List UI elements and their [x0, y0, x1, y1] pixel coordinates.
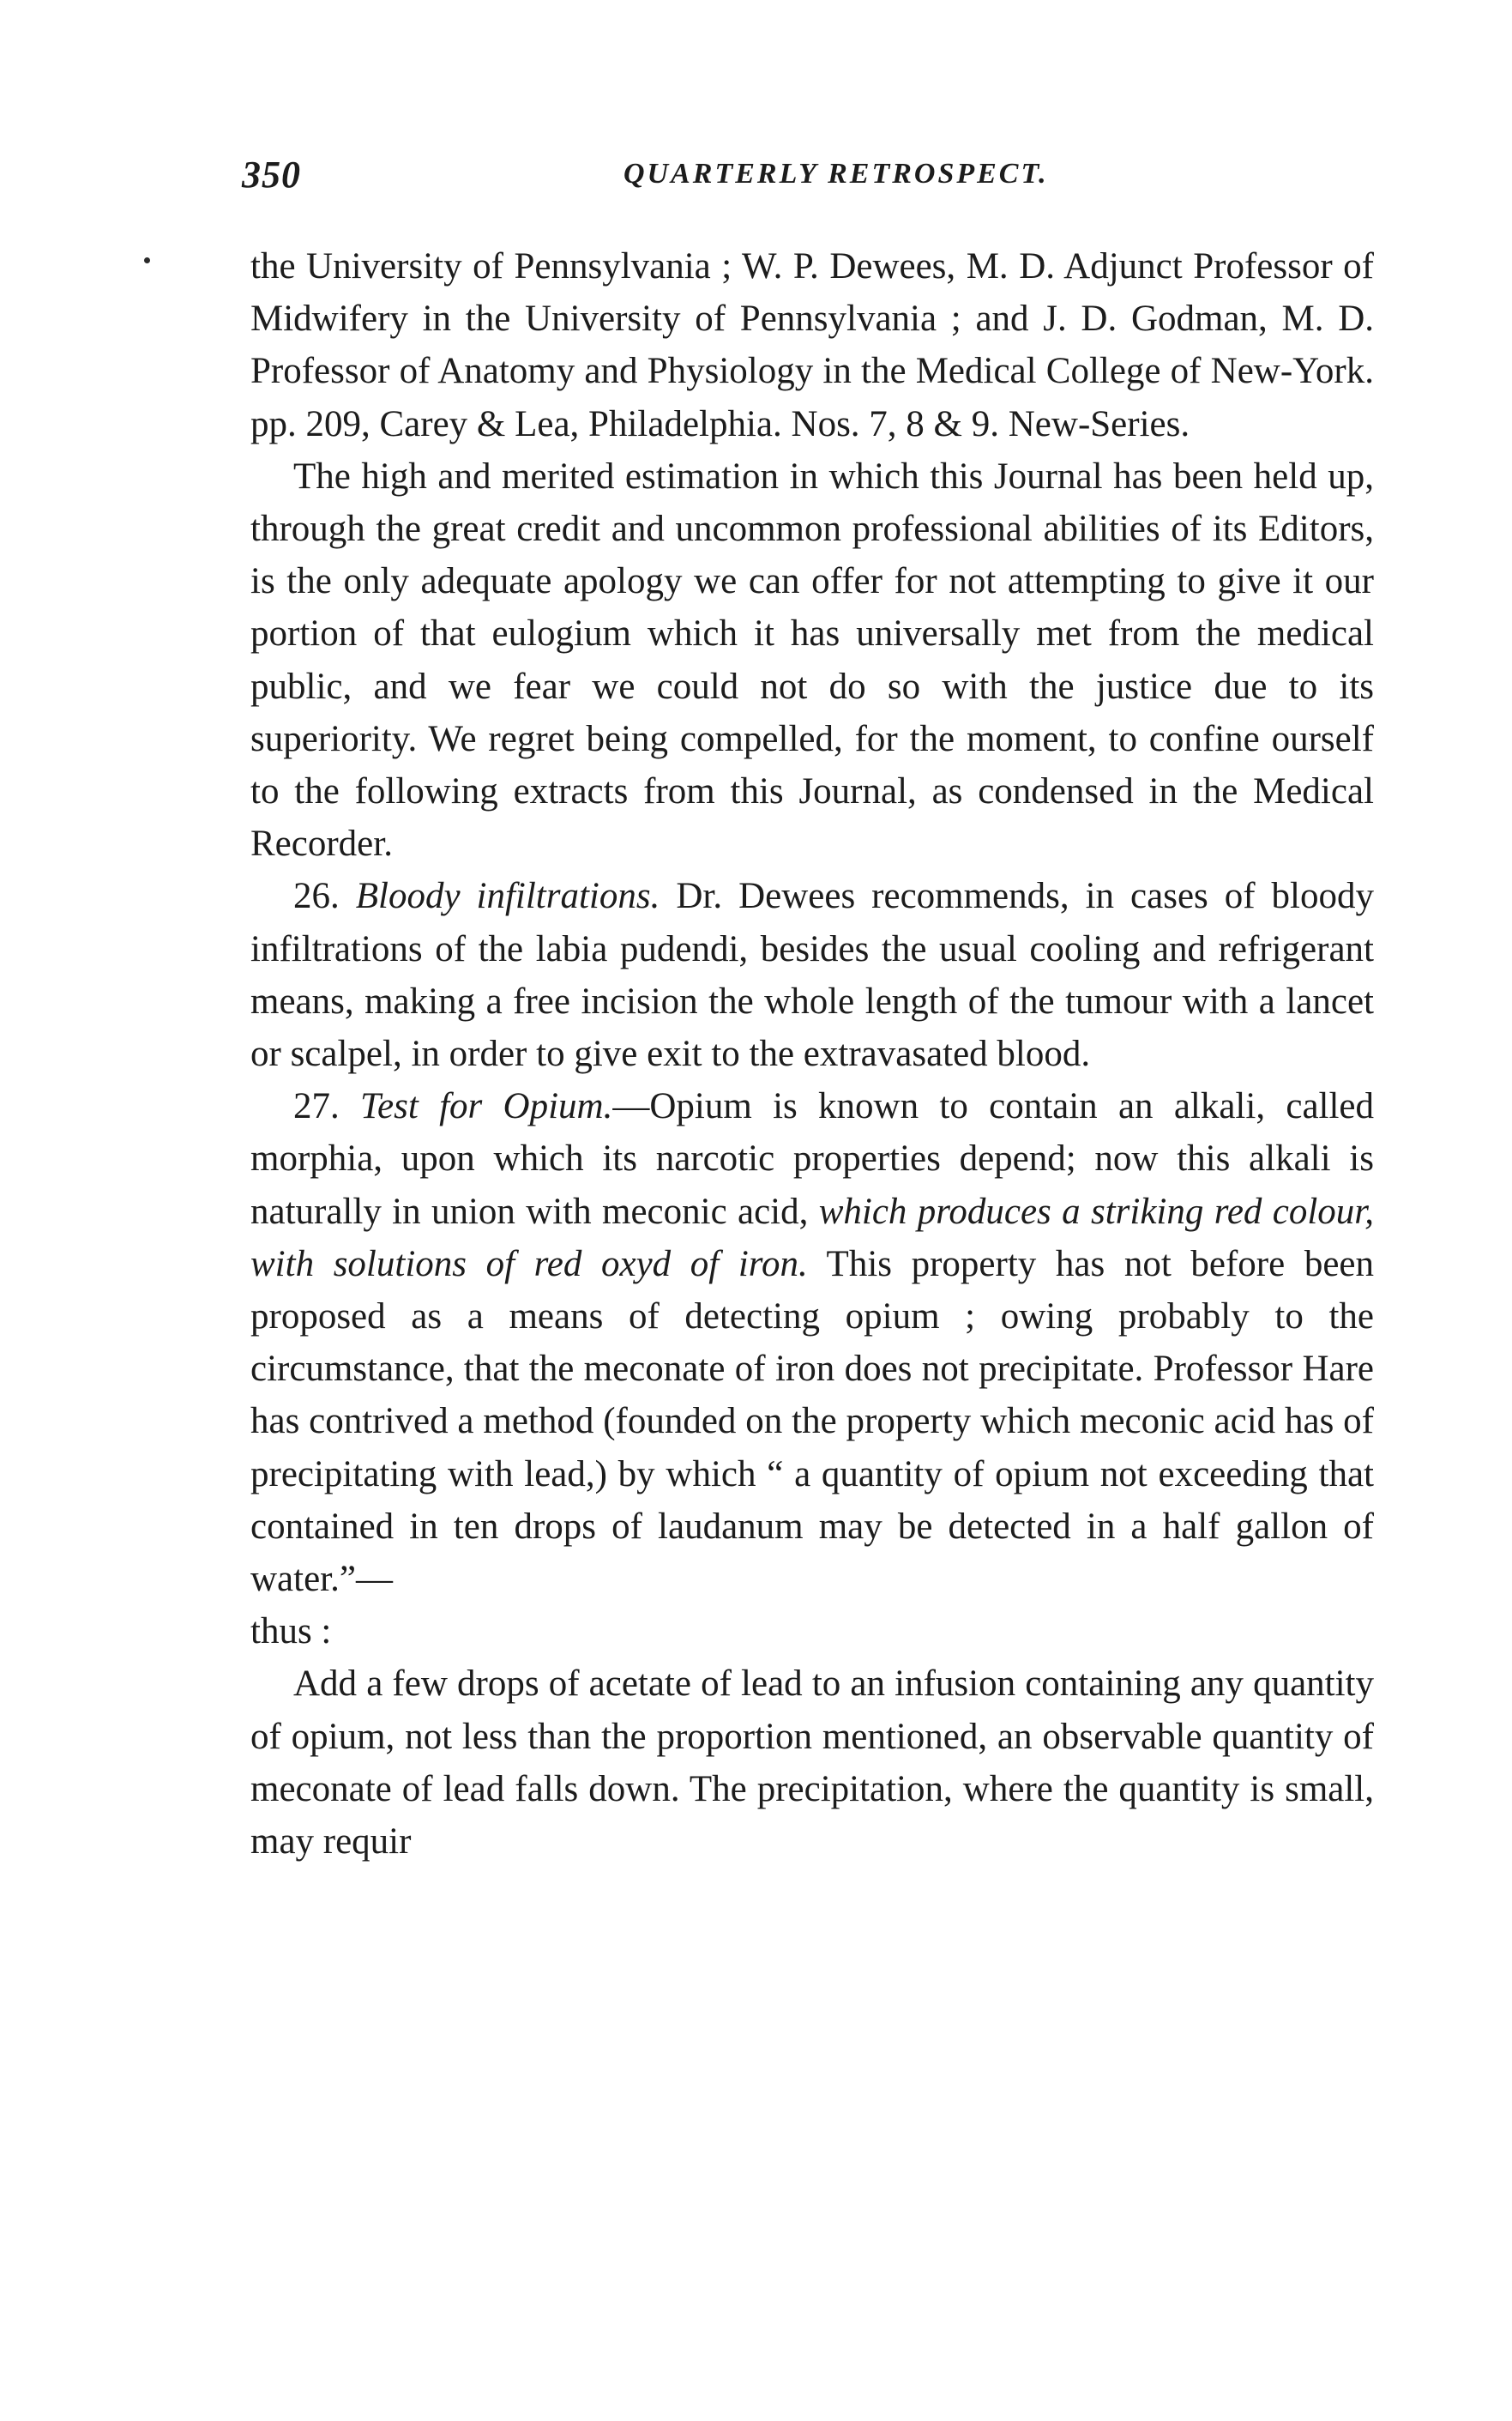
item-26-title: Bloody infiltrations.	[355, 876, 660, 917]
page-header	[242, 153, 1374, 204]
item-27-paragraph	[250, 1080, 1374, 1605]
item-27-text-after: This property has not before been proposed as a means of detecting opium ; owing probably to the circumstance, that the meconate of iron does not precipitate. Professor Hare has contrived a method (founded on the property which meconic acid has of precipitating with lead,) by which “ a quantity of opium not exceeding that contained in ten drops of laudanum may be detected in a half gallon of water.”—	[250, 1243, 1374, 1600]
citation-paragraph: the University of Pennsylvania ; W. P. Dewees, M. D. Adjunct Professor of Midwifery in the University of Pennsylvania ; and J. D. Godman, M. D. Professor of Anatomy and Physiology in the Medical College of New-York. pp. 209, Carey & Lea, Philadelphia. Nos. 7, 8 & 9. New-Series.	[250, 246, 1374, 444]
thus-line: thus :	[250, 1611, 332, 1652]
item-27-text-before: —Opium is known to contain an alkali, called morphia, upon which its narcotic properties depend; now this alkali is naturally in union with meconic acid,	[250, 1086, 1375, 1232]
ink-speck	[144, 257, 150, 263]
item-26-number: 26.	[293, 876, 340, 917]
item-26-paragraph	[250, 870, 1374, 1080]
item-27-title: Test for Opium.	[360, 1086, 613, 1127]
method-paragraph: Add a few drops of acetate of lead to an infusion containing any quantity of opium, not less than the proportion mentioned, an observable quantity of meconate of lead falls down. The precipitation, where the quantity is small, may requir	[250, 1663, 1374, 1863]
page-number: 350	[242, 154, 301, 196]
running-head: QUARTERLY RETROSPECT.	[623, 158, 1049, 190]
item-27-italic-phrase: which produces a striking red colour, with solutions of red oxyd of iron.	[250, 1191, 1374, 1284]
body-text	[250, 240, 1374, 1868]
intro-paragraph: The high and merited estimation in which this Journal has been held up, through the great credit and uncommon professional abilities of its Editors, is the only adequate apology we can offer for not attempting to give it our portion of that eulogium which it has universally met from the medical public, and we fear we could not do so with the justice due to its superiority. We regret being compelled, for the moment, to confine ourself to the following extracts from this Journal, as condensed in the Medical Recorder.	[250, 456, 1374, 865]
item-27-number: 27.	[293, 1086, 340, 1127]
item-26-text: Dr. Dewees recommends, in cases of bloody infiltrations of the labia pudendi, besides the usual cooling and refrigerant means, making a free incision the whole length of the tumour with a lancet or scalpel, in order to give exit to the extravasated blood.	[250, 876, 1374, 1075]
